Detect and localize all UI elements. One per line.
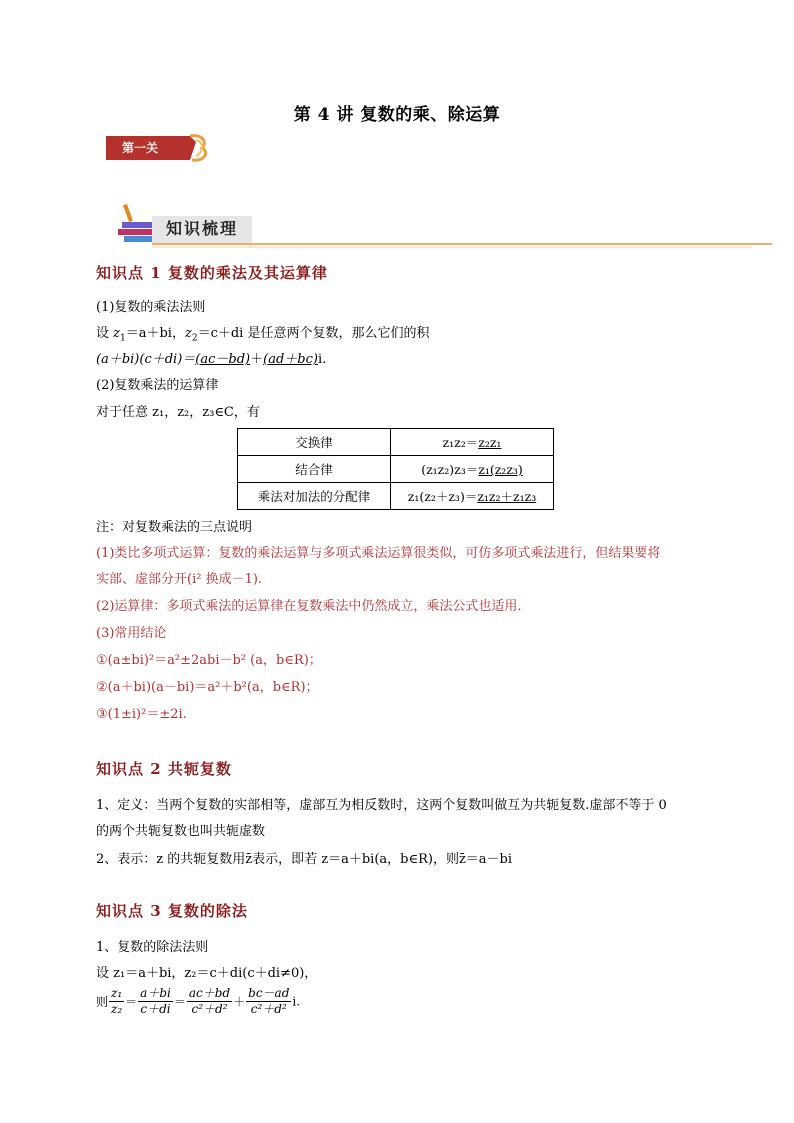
text: i.	[317, 352, 327, 367]
note1-b: 实部、虚部分开(i² 换成－1).	[96, 572, 263, 587]
text: c²＋d²	[191, 1002, 228, 1016]
note1-a: (1)类比多项式运算：复数的乘法运算与多项式乘法运算很类似，可仿多项式乘法进行，但结果要将	[96, 546, 661, 561]
section3-heading: 知识点 3 复数的除法	[96, 902, 248, 920]
law-formula	[391, 483, 554, 510]
table-row	[238, 456, 554, 483]
text: ＝c＋di 是任意两个复数，那么它们的积	[197, 326, 430, 341]
text: z₂z₁	[478, 435, 502, 450]
text: c²＋d²	[250, 1002, 287, 1016]
text: ＝	[173, 995, 186, 1009]
law-name: 结合律	[238, 456, 391, 483]
text: 1	[120, 333, 126, 344]
section1-sub2: (2)复数乘法的运算律	[96, 378, 219, 393]
text: 则	[96, 995, 109, 1009]
section-banner	[112, 196, 772, 250]
law-formula	[391, 456, 554, 483]
result3: ③(1±i)²＝±2i.	[96, 707, 187, 722]
text: ac＋bd	[188, 986, 231, 1000]
section1-set-line	[96, 322, 429, 344]
text: z	[113, 326, 120, 341]
table-row	[238, 429, 554, 456]
section1-any: 对于任意 z₁，z₂，z₃∈C，有	[96, 405, 260, 420]
note2: (2)运算律：多项式乘法的运算律在复数乘法中仍然成立，乘法公式也适用．	[96, 599, 531, 614]
text: ＝a＋bi，	[125, 326, 185, 341]
law-name: 乘法对加法的分配律	[238, 483, 391, 510]
formula-real: (ac－bd)	[195, 352, 251, 367]
text: ＝	[125, 995, 138, 1009]
section3-rule: 1、复数的除法法则	[96, 940, 209, 955]
text: ＋	[233, 995, 246, 1009]
page-title: 第 4 讲 复数的乘、除运算	[293, 105, 501, 125]
badge-ribbon-icon	[104, 132, 216, 164]
section1-heading: 知识点 1 复数的乘法及其运算律	[96, 264, 328, 282]
law-formula	[391, 429, 554, 456]
text: (z₁z₂)z₃＝	[421, 462, 479, 477]
frac-ab-cd	[138, 986, 173, 1017]
text: ＋	[250, 352, 264, 367]
section3-set: 设 z₁＝a＋bi，z₂＝c＋di(c＋di≠0)，	[96, 966, 318, 981]
section2-heading: 知识点 2 共轭复数	[96, 760, 232, 778]
result1: ①(a±bi)²＝a²±2abi－b² (a，b∈R)；	[96, 653, 322, 668]
formula-lhs: (a＋bi)(c＋di)＝	[96, 352, 196, 367]
text: z₁z₂＋z₁z₃	[477, 489, 537, 504]
frac-z	[109, 986, 124, 1017]
section1-sub1: (1)复数的乘法法则	[96, 300, 206, 315]
text: bc－ad	[248, 986, 290, 1000]
text: i.	[292, 994, 301, 1009]
text: z₂	[111, 1002, 123, 1016]
note3: (3)常用结论	[96, 626, 167, 641]
formula-imag: (ad＋bc)	[263, 352, 318, 367]
division-formula	[96, 986, 300, 1017]
frac-imag	[246, 986, 291, 1017]
level-badge	[104, 132, 216, 164]
table-row	[238, 483, 554, 510]
text: z₁(z₂z₃)	[478, 462, 523, 477]
text: z	[184, 326, 192, 341]
text: z₁(z₂＋z₃)＝	[407, 489, 478, 504]
text: z₁z₂＝	[442, 435, 479, 450]
result2: ②(a＋bi)(a－bi)＝a²＋b²(a，b∈R)；	[96, 680, 319, 695]
section1-formula	[96, 348, 326, 367]
badge-label: 第一关	[122, 141, 159, 155]
section2-def-a: 1、定义：当两个复数的实部相等，虚部互为相反数时，这两个复数叫做互为共轭复数.虚部不等于 0	[96, 798, 667, 813]
text: 设	[96, 326, 114, 341]
text: 2	[191, 333, 198, 344]
text: z₁	[111, 986, 123, 1000]
note-title: 注：对复数乘法的三点说明	[96, 520, 253, 535]
frac-real	[187, 986, 232, 1017]
text: a＋bi	[140, 986, 171, 1000]
banner-label: 知识梳理	[166, 219, 239, 238]
law-name: 交换律	[238, 429, 391, 456]
section2-rep: 2、表示：z 的共轭复数用z̄表示，即若 z＝a＋bi(a，b∈R)，则z̄＝a－bi	[96, 852, 513, 867]
laws-table	[237, 428, 554, 510]
text: c＋di	[140, 1002, 171, 1016]
section2-def-b: 的两个共轭复数也叫共轭虚数	[96, 824, 266, 839]
